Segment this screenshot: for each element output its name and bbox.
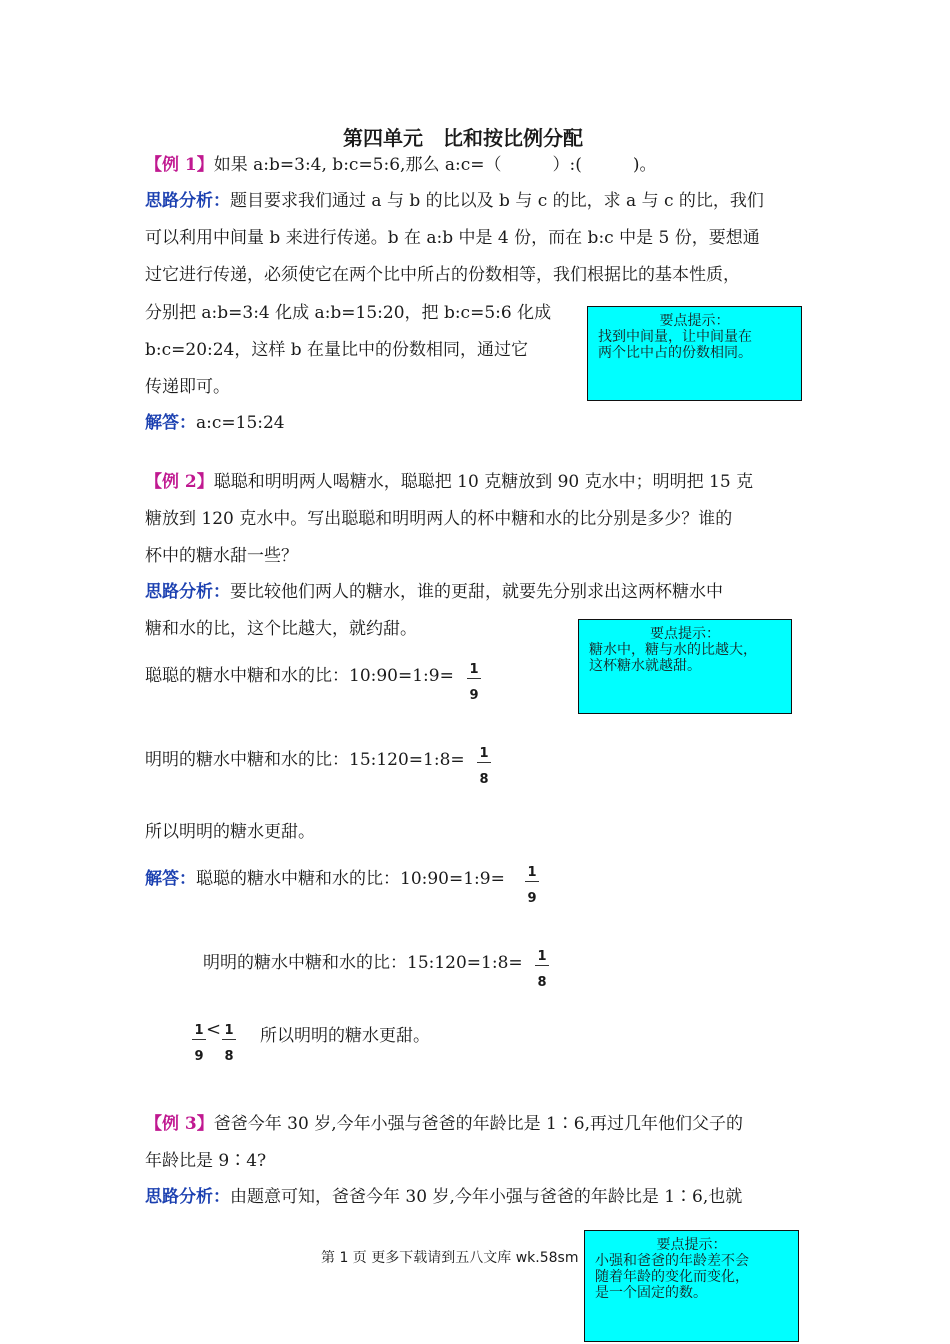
ex1-analysis-line-5: 传递即可。 (145, 377, 230, 397)
ex2-mm-fraction (477, 747, 491, 786)
ex1-tip-line-0: 找到中间量，让中间量在 (598, 329, 752, 345)
ex2-answer-conclusion: 所以明明的糖水更甜。 (260, 1026, 430, 1046)
ex2-answer-mm-fraction (535, 950, 549, 989)
ex2-analysis-label: 思路分析： (145, 582, 230, 602)
ex2-tag: 【例 2】 (145, 472, 214, 492)
page-title: 第四单元 比和按比例分配 (343, 126, 583, 150)
page-footer: 第 1 页 更多下载请到五八文库 wk.58sm (321, 1250, 579, 1266)
ex2-cc-fraction (467, 663, 481, 702)
fraction-numerator: 1 (192, 1024, 206, 1040)
ex1-analysis-line-0 (145, 186, 764, 211)
ex2-question-line-2: 杯中的糖水甜一些？ (145, 546, 298, 566)
ex3-tip-box (584, 1230, 799, 1342)
fraction-denominator: 9 (469, 688, 479, 703)
ex2-analysis-text: 要比较他们两人的糖水，谁的更甜，就要先分别求出这两杯糖水中 (230, 582, 723, 602)
ex1-analysis-line-3: 分别把 a:b=3:4 化成 a:b=15:20，把 b:c=5:6 化成 (145, 303, 552, 323)
ex3-tip-title: 要点提示： (656, 1237, 727, 1253)
ex3-tip-line-0: 小强和爸爸的年龄差不会 (595, 1253, 749, 1269)
ex1-analysis-line-4: b:c=20:24，这样 b 在量比中的份数相同，通过它 (145, 340, 529, 360)
fraction-denominator: 9 (194, 1049, 204, 1064)
ex3-tip-line-1: 随着年龄的变化而变化， (595, 1269, 749, 1285)
fraction-denominator: 8 (537, 975, 547, 990)
ex2-compare-left-fraction (192, 1024, 206, 1063)
ex3-tip-line-2: 是一个固定的数。 (595, 1285, 707, 1301)
ex3-question-line-0 (145, 1109, 743, 1134)
ex3-question-line-1: 年龄比是 9∶4? (145, 1151, 267, 1171)
ex2-analysis-line-0 (145, 577, 723, 602)
ex2-tip-title: 要点提示： (650, 626, 720, 642)
ex2-question-text: 聪聪和明明两人喝糖水，聪聪把 10 克糖放到 90 克水中；明明把 15 克 (213, 472, 754, 492)
ex2-compare-sign: < (206, 1019, 222, 1040)
ex3-question-text: 爸爸今年 30 岁,今年小强与爸爸的年龄比是 1∶6,再过几年他们父子的 (213, 1114, 744, 1134)
ex1-tip-title: 要点提示： (659, 313, 730, 329)
ex2-mm-ratio: 明明的糖水中糖和水的比：15:120=1:8= (145, 750, 465, 770)
ex2-tip-line-0: 糖水中，糖与水的比越大， (589, 642, 757, 658)
ex2-answer-line (145, 864, 505, 889)
ex3-analysis-label: 思路分析： (145, 1187, 230, 1207)
ex1-answer-line (145, 408, 285, 433)
ex2-answer-label: 解答： (145, 869, 196, 889)
ex1-answer: a:c=15:24 (196, 413, 285, 433)
ex1-analysis-line-2: 过它进行传递，必须使它在两个比中所占的份数相等，我们根据比的基本性质， (145, 265, 740, 285)
ex2-analysis-line-1: 糖和水的比，这个比越大，就约甜。 (145, 619, 417, 639)
fraction-numerator: 1 (222, 1024, 236, 1040)
ex2-compare-right-fraction (222, 1024, 236, 1063)
ex1-analysis-line-1: 可以利用中间量 b 来进行传递。b 在 a:b 中是 4 份，而在 b:c 中是 5 份，要想通 (145, 228, 760, 248)
ex2-conclusion: 所以明明的糖水更甜。 (145, 822, 315, 842)
ex1-tag: 【例 1】 (145, 155, 214, 175)
ex2-question-line-0 (145, 467, 753, 492)
ex1-analysis-text: 题目要求我们通过 a 与 b 的比以及 b 与 c 的比，求 a 与 c 的比，我们 (230, 191, 764, 211)
fraction-numerator: 1 (477, 747, 491, 763)
ex3-analysis-text: 由题意可知，爸爸今年 30 岁,今年小强与爸爸的年龄比是 1∶6,也就 (230, 1187, 743, 1207)
fraction-denominator: 8 (479, 772, 489, 787)
fraction-numerator: 1 (525, 866, 539, 882)
ex1-tip-box (587, 306, 802, 401)
ex2-answer-mm: 明明的糖水中糖和水的比：15:120=1:8= (203, 953, 523, 973)
ex1-tip-line-1: 两个比中占的份数相同。 (598, 345, 752, 361)
fraction-denominator: 9 (527, 891, 537, 906)
ex1-question-line (145, 150, 656, 175)
ex1-analysis-label: 思路分析： (145, 191, 230, 211)
ex3-tag: 【例 3】 (145, 1114, 214, 1134)
ex3-analysis-line (145, 1182, 742, 1207)
ex1-question: 如果 a:b=3:4, b:c=5:6,那么 a:c=（ ）:( )。 (213, 155, 657, 175)
fraction-denominator: 8 (224, 1049, 234, 1064)
ex1-answer-label: 解答： (145, 413, 196, 433)
fraction-numerator: 1 (535, 950, 549, 966)
ex2-tip-line-1: 这杯糖水就越甜。 (589, 658, 701, 674)
ex2-question-line-1: 糖放到 120 克水中。写出聪聪和明明两人的杯中糖和水的比分别是多少？谁的 (145, 509, 733, 529)
ex2-tip-box (578, 619, 792, 714)
ex2-answer-cc-fraction (525, 866, 539, 905)
ex2-cc-ratio: 聪聪的糖水中糖和水的比：10:90=1:9= (145, 666, 454, 686)
fraction-numerator: 1 (467, 663, 481, 679)
ex2-answer-cc: 聪聪的糖水中糖和水的比：10:90=1:9= (196, 869, 505, 889)
